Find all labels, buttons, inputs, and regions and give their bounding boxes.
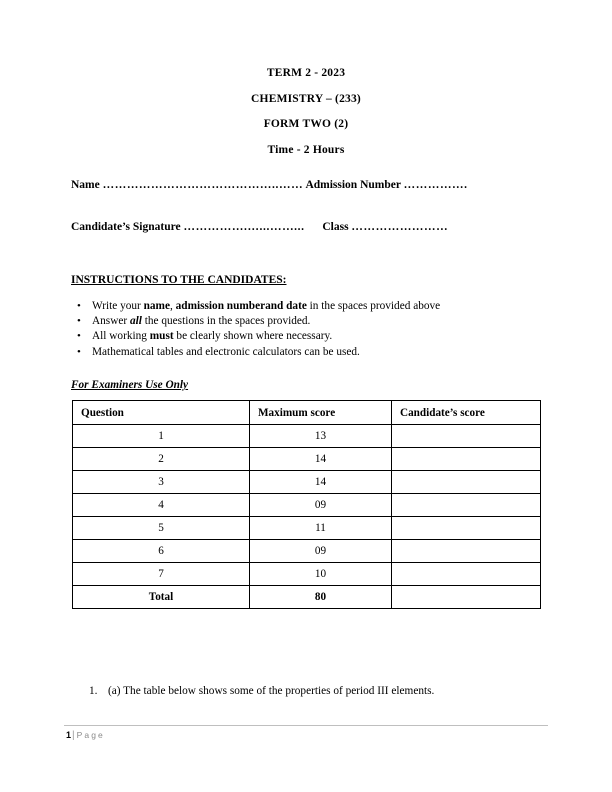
table-row	[73, 425, 541, 448]
cell-question-number: 1	[73, 425, 250, 448]
name-fill-line[interactable]: ……………………………………..……	[102, 179, 304, 191]
cell-total-maximum-score: 80	[250, 586, 392, 609]
class-fill-line[interactable]: ……………………	[351, 220, 449, 233]
for-examiners-use-only-label: For Examiners Use Only	[71, 379, 189, 391]
table-body	[73, 425, 541, 609]
cell-candidate-score[interactable]	[392, 448, 541, 471]
instructions-title: INSTRUCTIONS TO THE CANDIDATES:	[71, 274, 287, 286]
cell-question-number: 5	[73, 517, 250, 540]
bullet-icon: •	[77, 330, 81, 343]
column-header-question: Question	[73, 401, 250, 425]
cell-total-candidate-score[interactable]	[392, 586, 541, 609]
cell-candidate-score[interactable]	[392, 563, 541, 586]
question-1-text: (a) The table below shows some of the properties of period III elements.	[108, 685, 435, 697]
instruction-text-run: Mathematical tables and electronic calculators can be used.	[92, 345, 360, 358]
table-row	[73, 448, 541, 471]
signature-label: Candidate’s Signature	[71, 220, 181, 233]
heading-subject: CHEMISTRY – (233)	[251, 92, 361, 105]
admission-number-label: Admission Number	[305, 179, 401, 191]
table-row-total	[73, 586, 541, 609]
instruction-text-run: name	[143, 300, 170, 312]
bullet-icon: •	[77, 300, 81, 312]
heading-form: FORM TWO (2)	[263, 118, 349, 130]
examiners-score-table	[72, 400, 541, 609]
cell-candidate-score[interactable]	[392, 540, 541, 563]
cell-total-label: Total	[73, 586, 250, 609]
question-1-number: 1.	[89, 685, 98, 697]
instruction-item	[71, 314, 531, 329]
admission-number-fill-line[interactable]: …………….	[403, 179, 468, 191]
candidate-identity-block	[71, 180, 521, 233]
table-header-row	[73, 401, 541, 425]
instructions-list	[71, 299, 531, 360]
cell-question-number: 2	[73, 448, 250, 471]
bullet-icon: •	[77, 315, 81, 328]
instruction-text-run: in the spaces provided above	[306, 300, 441, 312]
footer-separator: |	[72, 730, 75, 741]
cell-candidate-score[interactable]	[392, 425, 541, 448]
instruction-item	[71, 345, 531, 360]
heading-time: Time - 2 Hours	[267, 143, 345, 156]
instruction-text-run: Write your	[92, 300, 144, 312]
table-row	[73, 517, 541, 540]
class-label: Class	[322, 220, 349, 233]
question-1	[89, 686, 434, 697]
cell-candidate-score[interactable]	[392, 494, 541, 517]
instruction-text-run: the questions in the spaces provided.	[141, 315, 311, 328]
instruction-item	[71, 329, 531, 344]
column-header-maximum-score: Maximum score	[250, 401, 392, 425]
instruction-item	[71, 299, 531, 314]
bullet-icon: •	[77, 345, 81, 358]
table-row	[73, 563, 541, 586]
table-header	[73, 401, 541, 425]
cell-maximum-score: 13	[250, 425, 392, 448]
cell-maximum-score: 10	[250, 563, 392, 586]
instruction-text-run: Answer	[92, 315, 130, 328]
cell-candidate-score[interactable]	[392, 517, 541, 540]
column-header-candidate-score: Candidate’s score	[392, 401, 541, 425]
cell-maximum-score: 09	[250, 540, 392, 563]
cell-question-number: 6	[73, 540, 250, 563]
name-label: Name	[71, 179, 100, 191]
instruction-text-run: admission numberand date	[175, 300, 307, 312]
table-row	[73, 540, 541, 563]
name-row	[71, 180, 521, 192]
signature-fill-line[interactable]: …………….…...……...	[183, 220, 305, 233]
footer-divider	[64, 725, 548, 726]
table-row	[73, 494, 541, 517]
footer-page-word: Page	[76, 730, 105, 740]
cell-maximum-score: 11	[250, 517, 392, 540]
instruction-text-run: ,	[169, 300, 176, 312]
cell-question-number: 7	[73, 563, 250, 586]
cell-maximum-score: 14	[250, 448, 392, 471]
signature-row	[71, 222, 521, 234]
heading-term: TERM 2 - 2023	[266, 67, 346, 79]
cell-question-number: 3	[73, 471, 250, 494]
footer-page-number: 1	[66, 730, 72, 740]
document-heading	[0, 68, 612, 156]
table-row	[73, 471, 541, 494]
instruction-text-run: be clearly shown where necessary.	[173, 330, 333, 343]
instruction-text-run: All working	[92, 330, 150, 343]
page-footer	[66, 731, 105, 742]
instruction-text-run: all	[129, 315, 142, 328]
cell-maximum-score: 14	[250, 471, 392, 494]
instruction-text-run: must	[149, 330, 174, 343]
cell-maximum-score: 09	[250, 494, 392, 517]
cell-candidate-score[interactable]	[392, 471, 541, 494]
cell-question-number: 4	[73, 494, 250, 517]
